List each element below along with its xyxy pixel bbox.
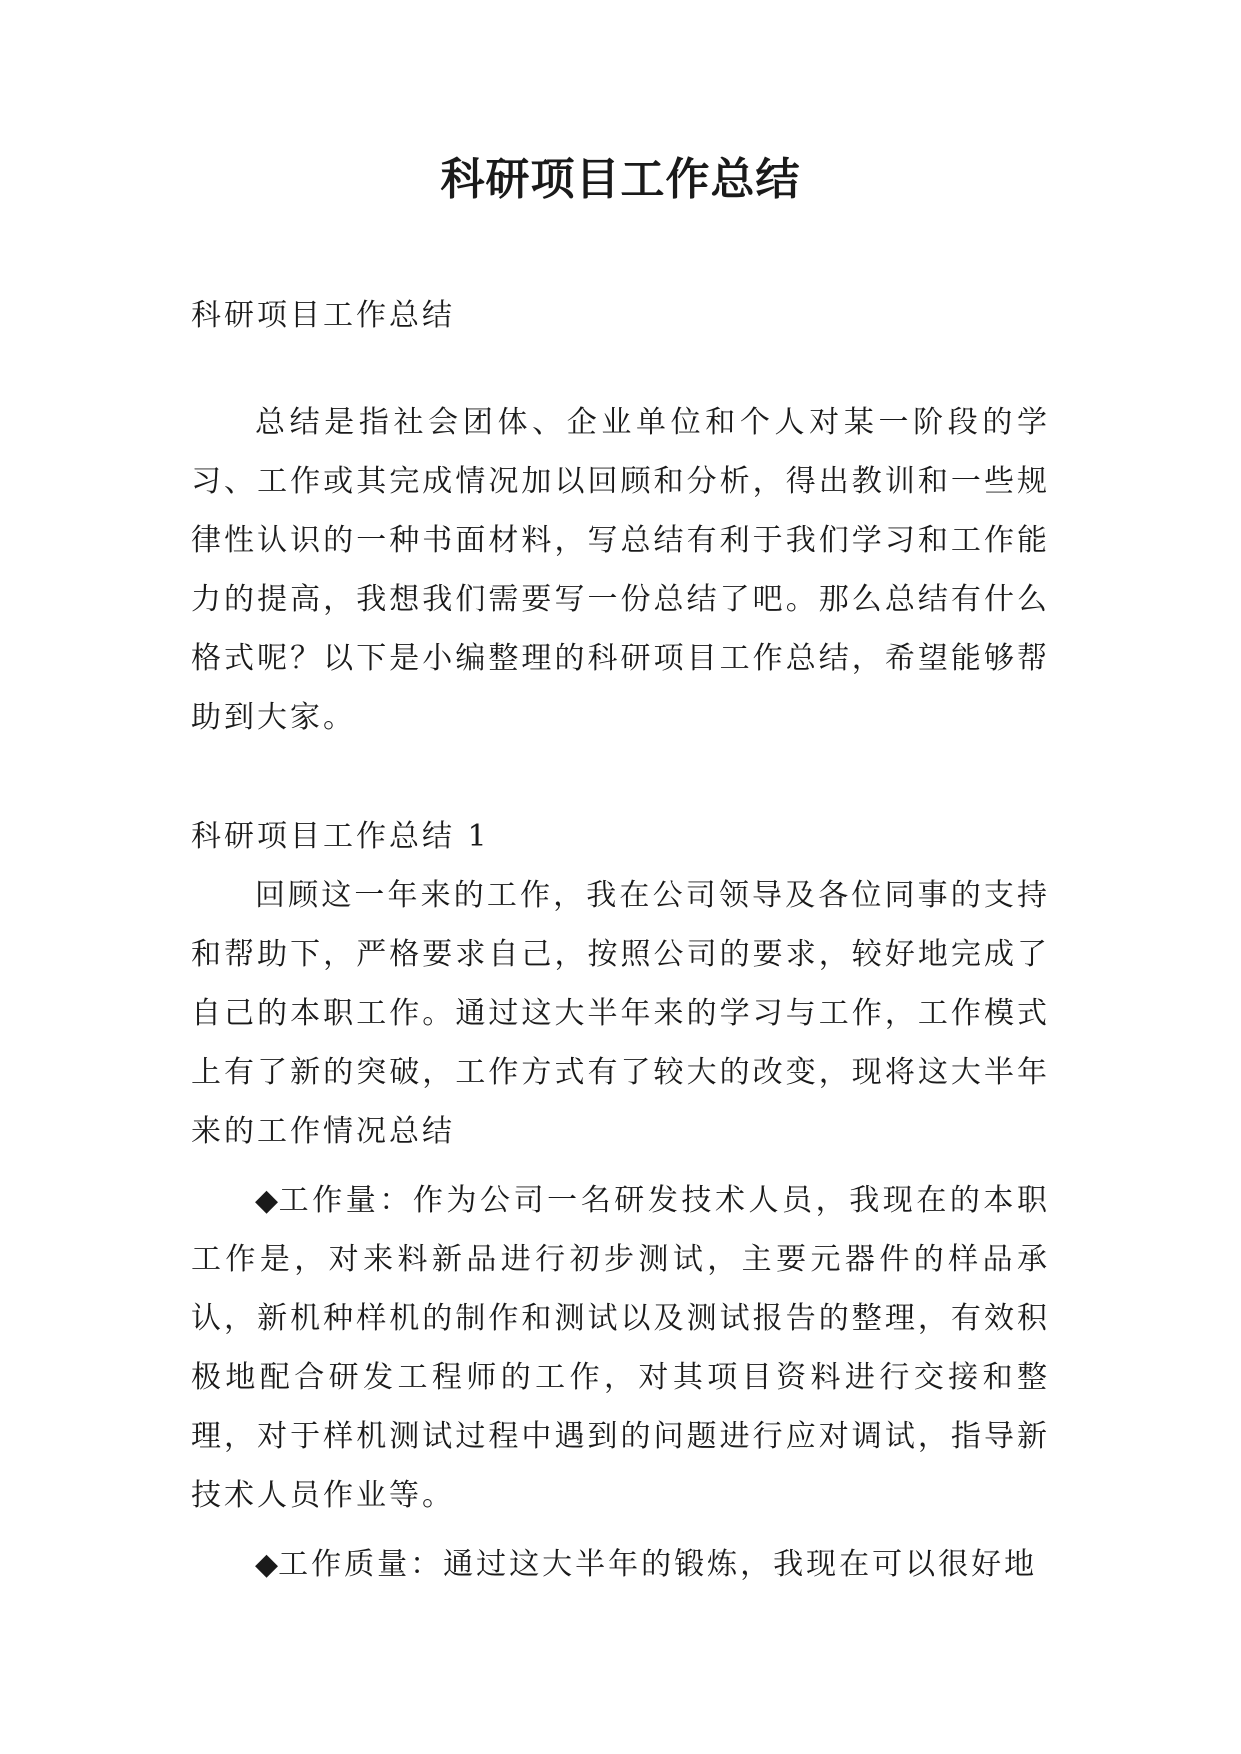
spacer	[191, 1161, 1050, 1171]
intro-paragraph: 总结是指社会团体、企业单位和个人对某一阶段的学习、工作或其完成情况加以回顾和分析，得出教训和一些规律性认识的一种书面材料，写总结有利于我们学习和工作能力的提高，我想我们需要写一份总结了吧。那么总结有什么格式呢？以下是小编整理的科研项目工作总结，希望能够帮助到大家。	[191, 405, 1050, 735]
spacer	[191, 1525, 1050, 1535]
document-title: 科研项目工作总结	[440, 154, 801, 205]
diamond-bullet-icon: ◆	[255, 1547, 279, 1582]
bullet-text: 工作质量：通过这大半年的锻炼，我现在可以很好地	[278, 1547, 1038, 1582]
document-subtitle: 科研项目工作总结	[191, 298, 455, 333]
bullet-text: 工作量：作为公司一名研发技术人员，我现在的本职工作是，对来料新品进行初步测试，主要元器件的样品承认，新机种样机的制作和测试以及测试报告的整理，有效积极地配合研发工程师的工作，对其项目资料进行交接和整理，对于样机测试过程中遇到的问题进行应对调试，指导新技术人员作业等。	[191, 1183, 1050, 1513]
spacer	[191, 747, 1050, 807]
bullet-paragraph-workload	[191, 1171, 1050, 1525]
section-paragraph: 回顾这一年来的工作，我在公司领导及各位同事的支持和帮助下，严格要求自己，按照公司的要求，较好地完成了自己的本职工作。通过这大半年来的学习与工作，工作模式上有了新的突破，工作方式有了较大的改变，现将这大半年来的工作情况总结	[191, 878, 1050, 1149]
document-body	[191, 286, 1050, 1594]
spacer	[191, 345, 1050, 393]
section-heading: 科研项目工作总结 1	[191, 819, 490, 854]
bullet-paragraph-quality	[191, 1535, 1050, 1594]
diamond-bullet-icon: ◆	[255, 1183, 279, 1218]
